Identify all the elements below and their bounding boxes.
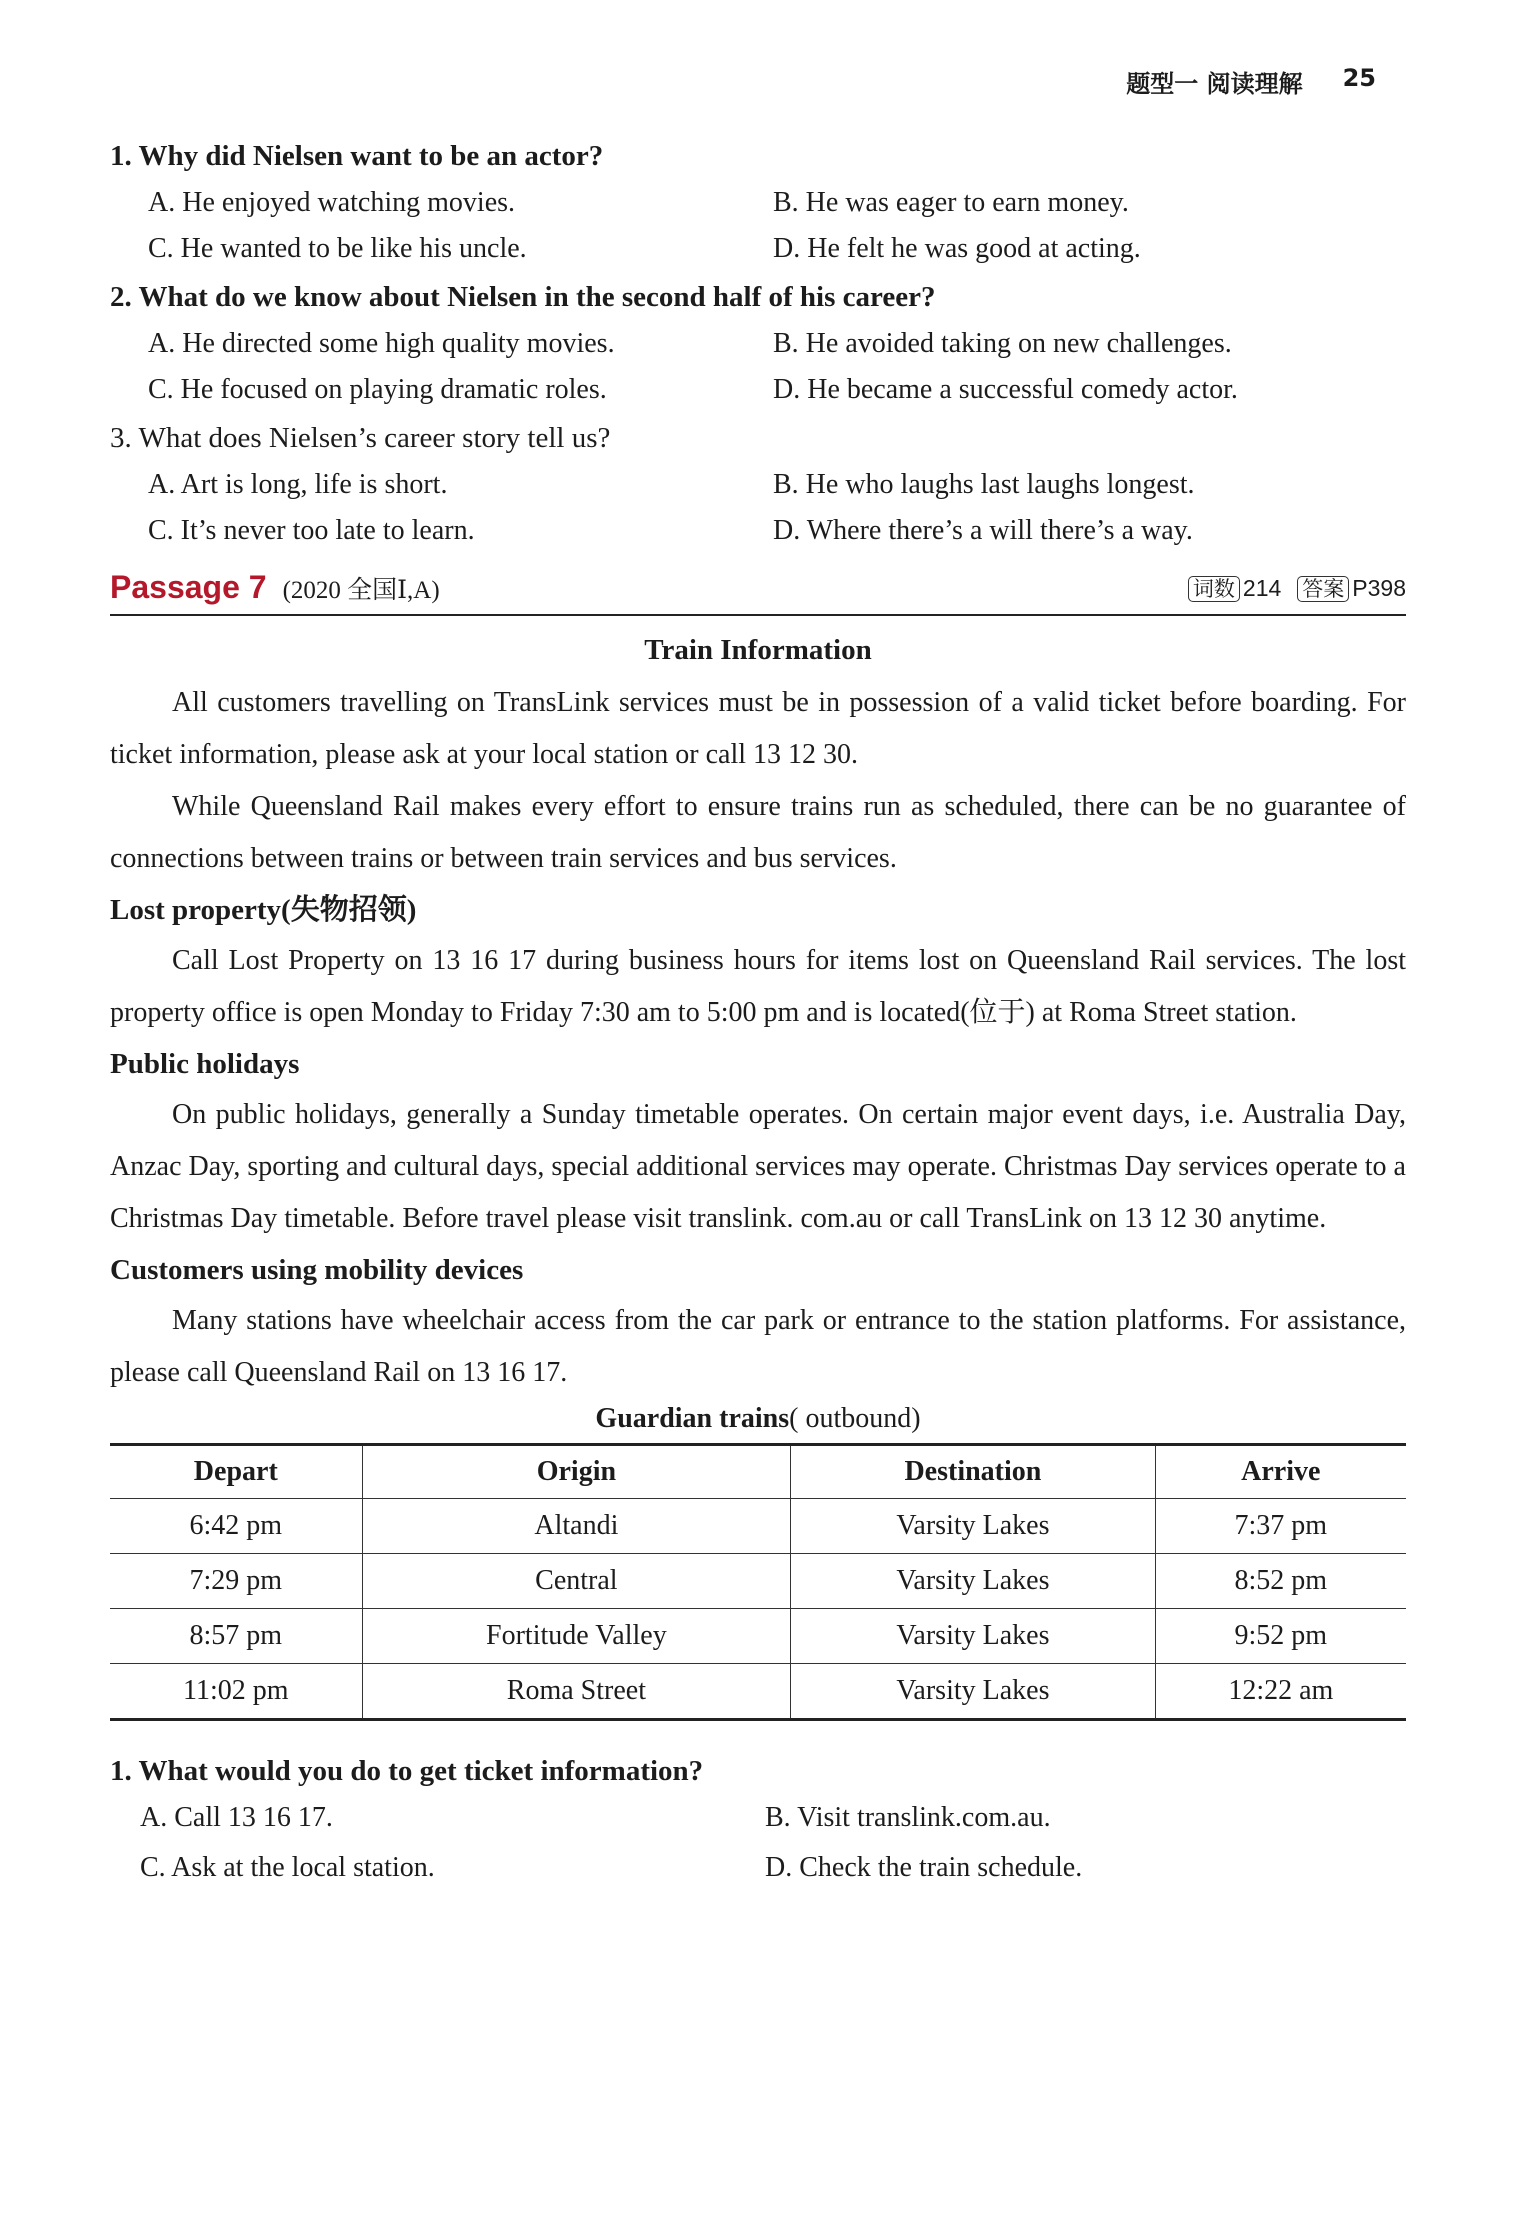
options bbox=[110, 328, 1406, 406]
cell-destination: Varsity Lakes bbox=[791, 1609, 1155, 1664]
public-holidays-heading: Public holidays bbox=[110, 1048, 300, 1080]
cell-origin: Central bbox=[362, 1554, 791, 1609]
public-holidays-text: On public holidays, generally a Sunday timetable operates. On certain major event days, i.e. Australia Day, Anzac Day, sporting and cultural days, special additional services may operate. Christmas Day services operate to a Christmas Day timetable. Before travel please visit translink. com.au or call TransLink on 13 12 30 anytime. bbox=[110, 1099, 1406, 1234]
header-depart: Depart bbox=[110, 1445, 362, 1499]
cell-destination: Varsity Lakes bbox=[791, 1664, 1155, 1720]
mobility-text: Many stations have wheelchair access from the car park or entrance to the station platforms. For assistance, please call Queensland Rail on 13 16 17. bbox=[110, 1305, 1406, 1388]
paragraph-intro-2: While Queensland Rail makes every effort to ensure trains run as scheduled, there can be no guarantee of connections between trains or between train services and bus services. bbox=[110, 791, 1406, 874]
lost-property-heading: Lost property(失物招领) bbox=[110, 894, 417, 926]
page-header bbox=[1126, 64, 1376, 99]
cell-destination: Varsity Lakes bbox=[791, 1554, 1155, 1609]
option-d: D. Check the train schedule. bbox=[765, 1852, 1083, 1883]
cell-depart: 8:57 pm bbox=[110, 1609, 362, 1664]
cell-destination: Varsity Lakes bbox=[791, 1499, 1155, 1554]
question-1 bbox=[110, 1755, 1406, 1884]
options bbox=[110, 469, 1406, 547]
cell-depart: 7:29 pm bbox=[110, 1554, 362, 1609]
passage-title-group bbox=[110, 569, 440, 606]
prev-question-1 bbox=[110, 140, 1406, 265]
passage-title: Passage 7 bbox=[110, 569, 267, 605]
option-d: D. He became a successful comedy actor. bbox=[773, 374, 1238, 405]
option-b: B. Visit translink.com.au. bbox=[765, 1802, 1051, 1833]
page-content bbox=[110, 140, 1406, 1900]
cell-arrive: 9:52 pm bbox=[1155, 1609, 1406, 1664]
table-row bbox=[110, 1499, 1406, 1554]
cell-depart: 6:42 pm bbox=[110, 1499, 362, 1554]
option-b: B. He avoided taking on new challenges. bbox=[773, 328, 1232, 359]
table-row bbox=[110, 1554, 1406, 1609]
cell-arrive: 7:37 pm bbox=[1155, 1499, 1406, 1554]
header-destination: Destination bbox=[791, 1445, 1155, 1499]
paragraph-intro-1: All customers travelling on TransLink services must be in possession of a valid ticket before boarding. For ticket information, please ask at your local station or call 13 12 30. bbox=[110, 687, 1406, 770]
table-row bbox=[110, 1609, 1406, 1664]
table-title-bold: Guardian trains bbox=[595, 1403, 790, 1434]
word-count-label: 词数 bbox=[1188, 576, 1240, 602]
option-a: A. He directed some high quality movies. bbox=[148, 328, 615, 359]
option-b: B. He who laughs last laughs longest. bbox=[773, 469, 1195, 500]
options bbox=[110, 187, 1406, 265]
option-c: C. It’s never too late to learn. bbox=[148, 515, 475, 546]
answer-label: 答案 bbox=[1297, 576, 1349, 602]
cell-arrive: 12:22 am bbox=[1155, 1664, 1406, 1720]
table-title-rest: ( outbound) bbox=[789, 1403, 921, 1434]
option-c: C. Ask at the local station. bbox=[140, 1852, 435, 1883]
table-row bbox=[110, 1664, 1406, 1720]
header-arrive: Arrive bbox=[1155, 1445, 1406, 1499]
train-timetable bbox=[110, 1443, 1406, 1721]
option-a: A. Art is long, life is short. bbox=[148, 469, 448, 500]
word-count-value: 214 bbox=[1242, 574, 1282, 601]
answer-page: P398 bbox=[1352, 574, 1406, 601]
options bbox=[110, 1802, 1406, 1884]
word-count bbox=[1188, 573, 1281, 603]
option-c: C. He focused on playing dramatic roles. bbox=[148, 374, 607, 405]
passage-header bbox=[110, 569, 1406, 616]
option-c: C. He wanted to be like his uncle. bbox=[148, 233, 527, 264]
page-number: 25 bbox=[1342, 64, 1376, 92]
cell-origin: Altandi bbox=[362, 1499, 791, 1554]
cell-origin: Roma Street bbox=[362, 1664, 791, 1720]
cell-depart: 11:02 pm bbox=[110, 1664, 362, 1720]
option-a: A. Call 13 16 17. bbox=[140, 1802, 333, 1833]
prev-question-3 bbox=[110, 422, 1406, 547]
question-text: 1. What would you do to get ticket information? bbox=[110, 1755, 704, 1787]
option-d: D. He felt he was good at acting. bbox=[773, 233, 1141, 264]
article-title: Train Information bbox=[644, 634, 872, 666]
section-title: 题型一 阅读理解 bbox=[1126, 70, 1303, 98]
option-b: B. He was eager to earn money. bbox=[773, 187, 1129, 218]
header-origin: Origin bbox=[362, 1445, 791, 1499]
question-text: 1. Why did Nielsen want to be an actor? bbox=[110, 140, 604, 172]
cell-origin: Fortitude Valley bbox=[362, 1609, 791, 1664]
answer-ref bbox=[1297, 573, 1406, 603]
table-title bbox=[110, 1403, 1406, 1435]
option-d: D. Where there’s a will there’s a way. bbox=[773, 515, 1193, 546]
question-text: 2. What do we know about Nielsen in the second half of his career? bbox=[110, 281, 936, 313]
table-header-row bbox=[110, 1445, 1406, 1499]
question-text: 3. What does Nielsen’s career story tell us? bbox=[110, 422, 611, 454]
option-a: A. He enjoyed watching movies. bbox=[148, 187, 516, 218]
mobility-heading: Customers using mobility devices bbox=[110, 1254, 524, 1286]
passage-meta bbox=[1188, 573, 1406, 603]
prev-question-2 bbox=[110, 281, 1406, 406]
cell-arrive: 8:52 pm bbox=[1155, 1554, 1406, 1609]
passage-source: (2020 全国Ⅰ,A) bbox=[282, 577, 440, 604]
lost-property-text: Call Lost Property on 13 16 17 during business hours for items lost on Queensland Rail services. The lost property office is open Monday to Friday 7:30 am to 5:00 pm and is located(位于) at Roma Street station. bbox=[110, 945, 1406, 1028]
